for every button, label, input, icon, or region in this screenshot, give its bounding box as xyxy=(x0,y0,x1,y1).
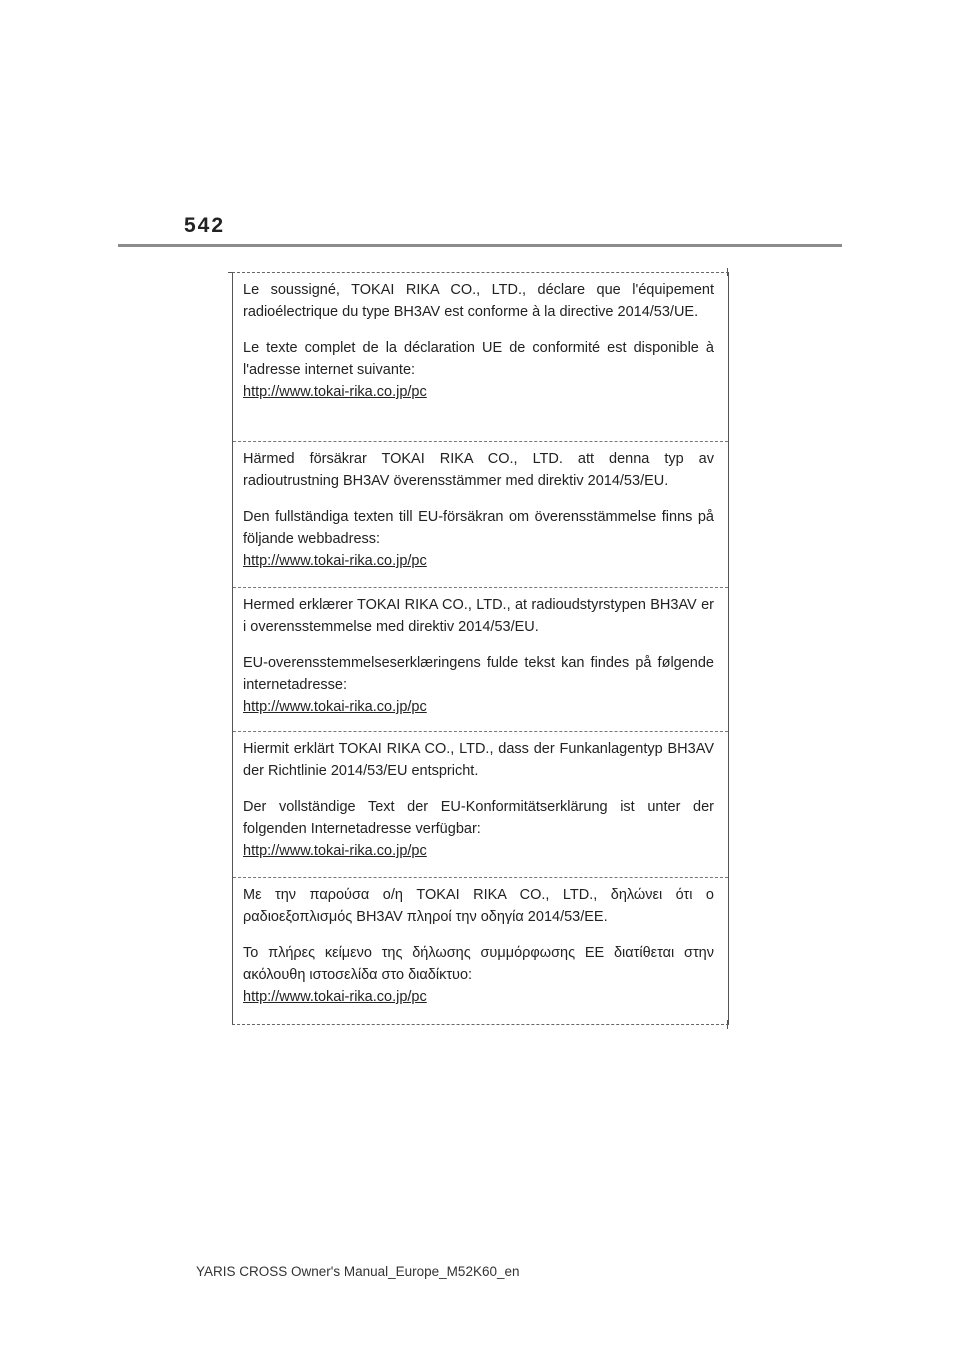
declaration-box xyxy=(232,272,729,1025)
declaration-statement: Hermed erklærer TOKAI RIKA CO., LTD., at radioudstyrstypen BH3AV er i overensstemmelse med direktiv 2014/53/EU. xyxy=(243,597,714,635)
declaration-statement: Le soussigné, TOKAI RIKA CO., LTD., déclare que l'équipement radioélectrique du type BH3AV est conforme à la directive 2014/53/UE. xyxy=(243,282,714,320)
declaration-link[interactable]: http://www.tokai-rika.co.jp/pc xyxy=(243,843,427,859)
declaration-availability: Le texte complet de la déclaration UE de conformité est disponible à l'adresse internet suivante: xyxy=(243,340,714,378)
declaration-section-swedish xyxy=(233,441,728,587)
declaration-availability: Der vollständige Text der EU-Konformitätserklärung ist unter der folgenden Internetadresse verfügbar: xyxy=(243,799,714,837)
declaration-availability: Το πλήρες κείμενο της δήλωσης συμμόρφωσης ΕΕ διατίθεται στην ακόλουθη ιστοσελίδα στο διαδίκτυο: xyxy=(243,945,714,983)
declaration-statement: Hiermit erklärt TOKAI RIKA CO., LTD., dass der Funkanlagentyp BH3AV der Richtlinie 2014/53/EU entspricht. xyxy=(243,741,714,779)
page-number: 542 xyxy=(184,214,226,237)
declaration-statement: Με την παρούσα ο/η TOKAI RIKA CO., LTD., δηλώνει ότι ο ραδιοεξοπλισμός BH3AV πληροί την οδηγία 2014/53/ΕΕ. xyxy=(243,887,714,925)
declaration-section-german xyxy=(233,731,728,877)
declaration-availability: Den fullständiga texten till EU-försäkran om överensstämmelse finns på följande webbadress: xyxy=(243,509,714,547)
declaration-link[interactable]: http://www.tokai-rika.co.jp/pc xyxy=(243,384,427,400)
declaration-section-french xyxy=(233,273,728,441)
header-rule xyxy=(118,244,842,247)
declaration-link[interactable]: http://www.tokai-rika.co.jp/pc xyxy=(243,699,427,715)
manual-footer: YARIS CROSS Owner's Manual_Europe_M52K60_en xyxy=(196,1264,520,1279)
declaration-statement: Härmed försäkrar TOKAI RIKA CO., LTD. att denna typ av radioutrustning BH3AV överensstämmer med direktiv 2014/53/EU. xyxy=(243,451,714,489)
declaration-section-danish xyxy=(233,587,728,731)
declaration-link[interactable]: http://www.tokai-rika.co.jp/pc xyxy=(243,989,427,1005)
declaration-availability: EU-overensstemmelseserklæringens fulde tekst kan findes på følgende internetadresse: xyxy=(243,655,714,693)
declaration-section-greek xyxy=(233,877,728,1024)
declaration-link[interactable]: http://www.tokai-rika.co.jp/pc xyxy=(243,553,427,569)
